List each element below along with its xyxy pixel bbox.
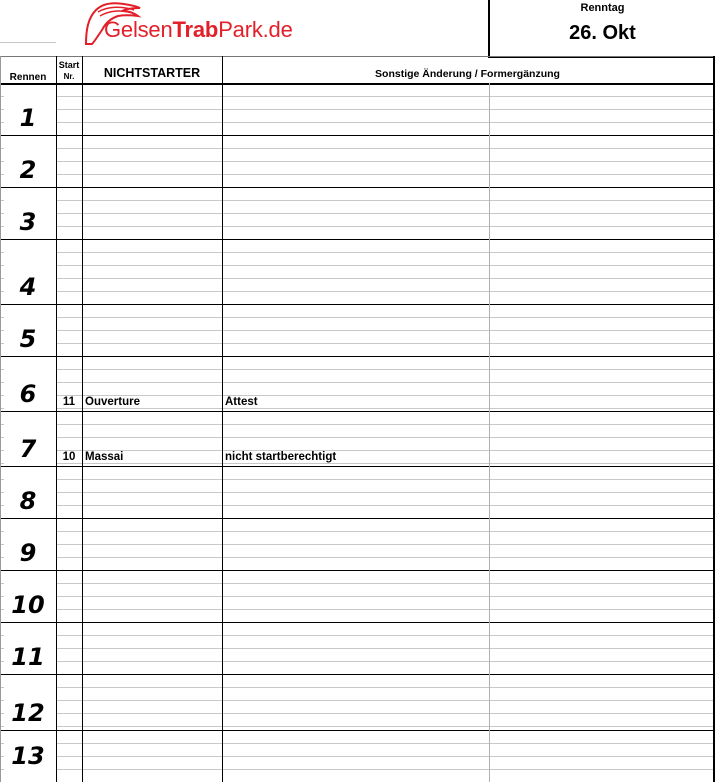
grid-subline (56, 369, 713, 370)
race-number: 10 (11, 591, 45, 619)
grid-subline (56, 278, 713, 279)
start-number: 11 (62, 396, 76, 408)
grid-subline (56, 609, 713, 610)
race-divider (0, 187, 715, 188)
grid-subline (56, 96, 713, 97)
grid-subline (56, 648, 713, 649)
header-divider (0, 83, 715, 85)
header-rennen: Rennen (9, 72, 47, 83)
race-divider (0, 570, 715, 571)
grid-subline (56, 161, 713, 162)
grid-subline (56, 583, 713, 584)
grid-subline (56, 148, 713, 149)
race-divider (0, 239, 715, 240)
col-line (222, 56, 223, 782)
race-divider (0, 411, 715, 412)
grid-subline (56, 382, 713, 383)
race-divider (0, 304, 715, 305)
grid-subline (56, 437, 713, 438)
grid-subline (56, 661, 713, 662)
grid-subline (56, 343, 713, 344)
grid-subline (56, 200, 713, 201)
col-line (56, 56, 57, 782)
header-nichtstarter: NICHTSTARTER (103, 66, 201, 80)
grid-subline (56, 395, 713, 396)
grid-subline (56, 330, 713, 331)
col-line (82, 56, 83, 782)
grid-subline (56, 544, 713, 545)
grid-subline (56, 450, 713, 451)
horse-name: Ouverture (85, 396, 140, 408)
race-number: 1 (19, 104, 37, 132)
grid-subline (56, 291, 713, 292)
grid-subline (56, 769, 713, 770)
grid-subline (56, 317, 713, 318)
grid-subline (56, 505, 713, 506)
header-sonstige: Sonstige Änderung / Formergänzung (375, 68, 560, 80)
grid-subline (56, 252, 713, 253)
race-divider (0, 730, 715, 731)
race-divider (0, 466, 715, 467)
grid-subline (56, 213, 713, 214)
race-number: 13 (11, 742, 45, 770)
race-number: 2 (19, 156, 37, 184)
grid-subline (56, 596, 713, 597)
race-number: 6 (19, 380, 37, 408)
race-number: 9 (19, 539, 37, 567)
col-line (489, 83, 490, 782)
race-divider (0, 674, 715, 675)
grid-subline (56, 635, 713, 636)
grid-subline (56, 700, 713, 701)
grid-subline (56, 463, 713, 464)
change-note: Attest (225, 396, 258, 408)
start-number: 10 (62, 451, 76, 463)
logo-text: GelsenTrabPark.de (104, 17, 293, 42)
grid-subline (56, 174, 713, 175)
grid-subline (56, 408, 713, 409)
grid-subline (56, 109, 713, 110)
race-number: 8 (19, 487, 37, 515)
race-number: 7 (19, 435, 37, 463)
grid-subline (56, 713, 713, 714)
race-number: 5 (19, 325, 37, 353)
grid-subline (56, 424, 713, 425)
grid-subline (56, 756, 713, 757)
renntag-label: Renntag (580, 2, 625, 14)
grid-subline (56, 492, 713, 493)
change-note: nicht startberechtigt (225, 451, 337, 463)
header-start-top: Start (58, 60, 80, 70)
horse-name: Massai (85, 451, 124, 463)
race-number: 12 (11, 699, 45, 727)
header-start-bottom: Nr. (63, 72, 75, 81)
race-number: 11 (11, 643, 45, 671)
grid-subline (56, 226, 713, 227)
renntag-date: 26. Okt (569, 22, 636, 44)
grid-subline (56, 743, 713, 744)
grid-subline (56, 122, 713, 123)
race-number: 4 (19, 273, 37, 301)
grid-subline (56, 557, 713, 558)
grid-subline (56, 265, 713, 266)
race-divider (0, 135, 715, 136)
race-number: 3 (19, 208, 37, 236)
race-divider (0, 518, 715, 519)
grid-subline (56, 687, 713, 688)
grid-subline (56, 479, 713, 480)
race-divider (0, 622, 715, 623)
grid-subline (56, 531, 713, 532)
grid-subline (56, 726, 713, 727)
race-divider (0, 356, 715, 357)
